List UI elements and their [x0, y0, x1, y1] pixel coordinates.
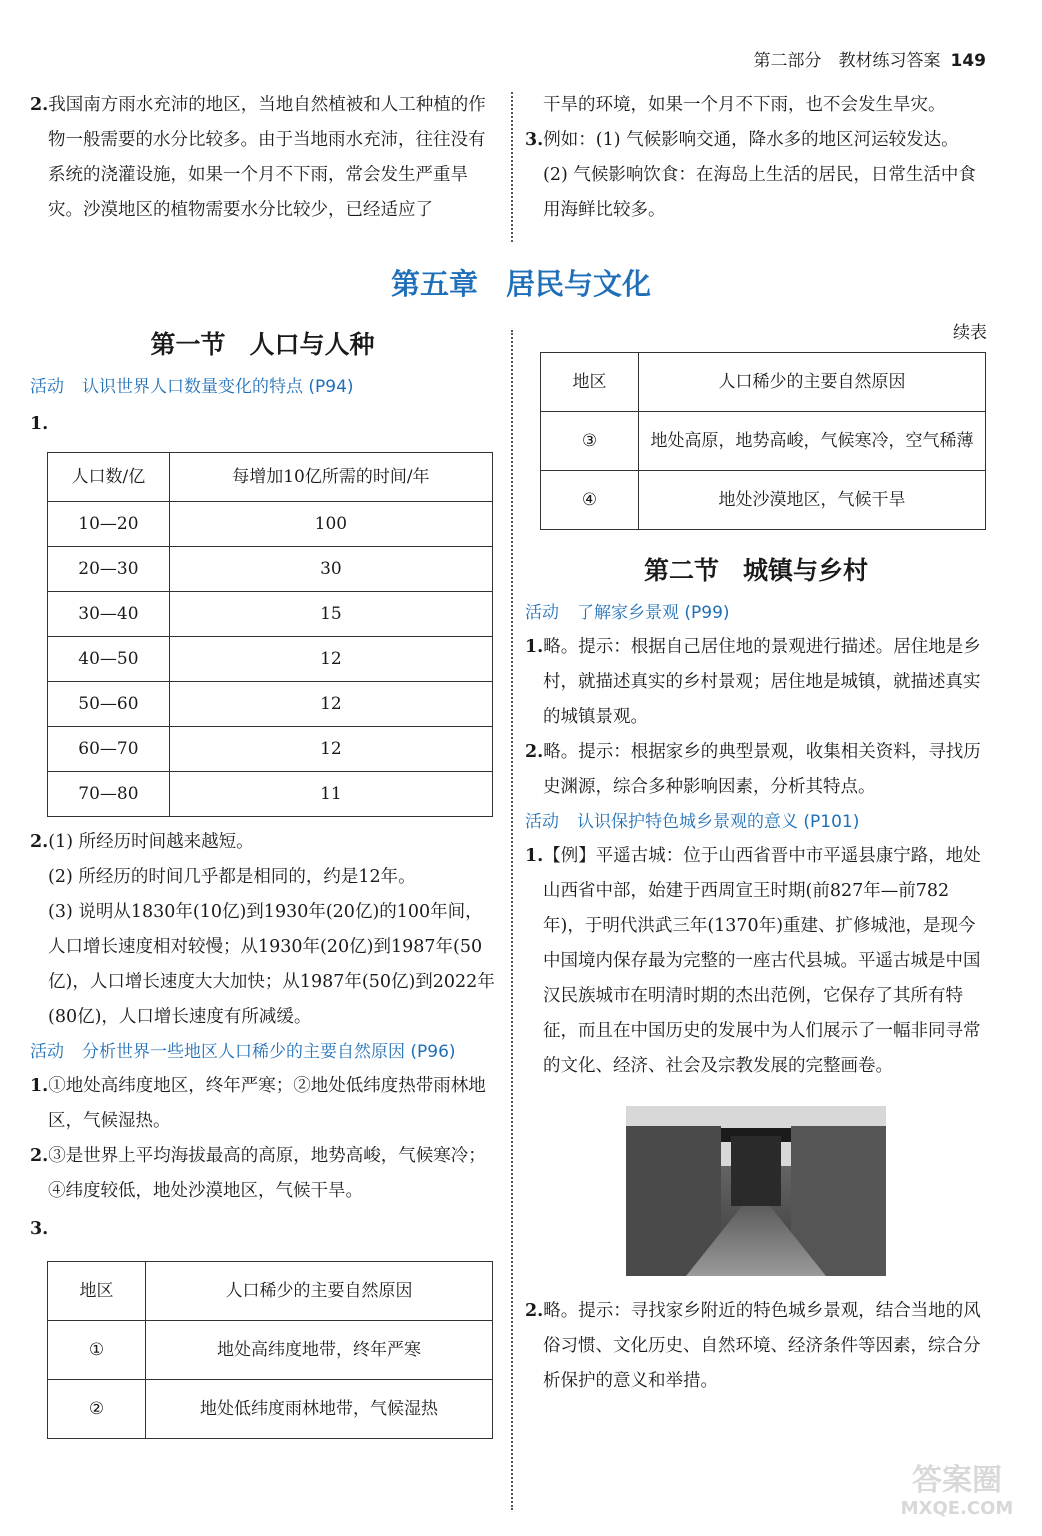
header-cell: 人口稀少的主要自然原因 — [639, 353, 986, 412]
answer-2b: (2) 所经历的时间几乎都是相同的，约是12年。 — [48, 867, 416, 887]
table-row: ④ 地处沙漠地区，气候干旱 — [541, 471, 986, 530]
table-row: 20—30 30 — [48, 547, 493, 592]
header-cell: 地区 — [541, 353, 639, 412]
header-cell: 每增加10亿所需的时间/年 — [169, 453, 492, 502]
watermark-logo: 答案圈 MXQE.COM — [900, 1463, 1014, 1519]
q1-number: 1. — [30, 414, 49, 434]
table-continued-note: 续表 — [953, 323, 987, 343]
activity-3-heading: 活动 了解家乡景观 (P99) — [525, 603, 730, 623]
activity-2-answer-1: 1.①地处高纬度地区，终年严寒；②地处低纬度热带雨林地区，气候湿热。 — [30, 1076, 486, 1131]
top-left-block — [30, 88, 495, 228]
population-table — [47, 452, 493, 817]
top-right-block — [525, 88, 987, 228]
page-header — [754, 46, 987, 71]
right-column — [525, 318, 987, 1399]
activity-3-answer-1: 1.略。提示：根据自己居住地的景观进行描述。居住地是乡村，就描述真实的乡村景观；居住地是城镇，就描述真实的城镇景观。 — [525, 637, 981, 727]
left-column — [30, 318, 495, 1439]
activity-4-answer-1: 1.【例】平遥古城：位于山西省晋中市平遥县康宁路，地处山西省中部，始建于西周宣王时期(前827年—前782年)，于明代洪武三年(1370年)重建、扩修城池，是现今中国境内保存最为完整的一座古代县城。平遥古城是中国汉民族城市在明清时期的杰出范例，它保存了其所有特征，而且在中国历史的发展中为人们展示了一幅非同寻常的文化、经济、社会及宗教发展的完整画卷。 — [525, 846, 981, 1076]
region-table — [47, 1261, 493, 1439]
activity-3-answer-2: 2.略。提示：根据家乡的典型景观，收集相关资料，寻找历史渊源，综合多种影响因素，分析其特点。 — [525, 742, 981, 797]
table-row: 50—60 12 — [48, 682, 493, 727]
table-row: ② 地处低纬度雨林地带，气候湿热 — [48, 1380, 493, 1439]
answer-3-part2: (2) 气候影响饮食：在海岛上生活的居民，日常生活中食用海鲜比较多。 — [543, 165, 976, 220]
q3-number: 3. — [30, 1219, 49, 1239]
activity-2-heading: 活动 分析世界一些地区人口稀少的主要自然原因 (P96) — [30, 1042, 456, 1062]
header-cell: 人口稀少的主要自然原因 — [146, 1262, 493, 1321]
answer-2c: (3) 说明从1830年(10亿)到1930年(20亿)的100年间，人口增长速度相对较慢；从1930年(20亿)到1987年(50亿)，人口增长速度大大加快；从1987年(50亿)到2022年(80亿)，人口增长速度有所减缓。 — [48, 902, 495, 1027]
table-row: 30—40 15 — [48, 592, 493, 637]
column-divider-top — [511, 92, 513, 242]
table-row: 40—50 12 — [48, 637, 493, 682]
activity-1-heading: 活动 认识世界人口数量变化的特点 (P94) — [30, 377, 354, 397]
answer-2-prev: 2.我国南方雨水充沛的地区，当地自然植被和人工种植的作物一般需要的水分比较多。由于当地雨水充沛，往往没有系统的浇灌设施，如果一个月不下雨，常会发生严重旱灾。沙漠地区的植物需要水分比较少，已经适应了 — [30, 95, 486, 220]
table-row: ③ 地处高原，地势高峻，气候寒冷，空气稀薄 — [541, 412, 986, 471]
table-row: ① 地处高纬度地带，终年严寒 — [48, 1321, 493, 1380]
answer-2: 2.(1) 所经历时间越来越短。 — [30, 832, 254, 852]
activity-4-answer-2: 2.略。提示：寻找家乡附近的特色城乡景观，结合当地的风俗习惯、文化历史、自然环境、经济条件等因素，综合分析保护的意义和举措。 — [525, 1301, 981, 1391]
answer-3-prev: 3.例如：(1) 气候影响交通，降水多的地区河运较发达。 — [525, 130, 959, 150]
table-header-row — [541, 353, 986, 412]
answer-2-cont: 干旱的环境，如果一个月不下雨，也不会发生旱灾。 — [543, 95, 946, 115]
activity-4-heading: 活动 认识保护特色城乡景观的意义 (P101) — [525, 812, 860, 832]
table-row: 10—20 100 — [48, 502, 493, 547]
section-2-title: 第二节 城镇与乡村 — [643, 556, 869, 585]
page-number: 149 — [950, 51, 986, 71]
column-divider-bottom — [511, 330, 513, 1510]
activity-2-answer-2: 2.③是世界上平均海拔最高的高原，地势高峻，气候寒冷；④纬度较低，地处沙漠地区，气候干旱。 — [30, 1146, 486, 1201]
region-table-continued — [540, 352, 986, 530]
pingyao-ancient-city-photo — [626, 1106, 886, 1276]
header-cell: 人口数/亿 — [48, 453, 170, 502]
table-row: 70—80 11 — [48, 772, 493, 817]
table-header-row — [48, 453, 493, 502]
section-1-title: 第一节 人口与人种 — [150, 330, 375, 359]
header-cell: 地区 — [48, 1262, 146, 1321]
header-part: 第二部分 教材练习答案 — [753, 51, 941, 71]
table-header-row — [48, 1262, 493, 1321]
chapter-title: 第五章 居民与文化 — [390, 267, 652, 301]
table-row: 60—70 12 — [48, 727, 493, 772]
